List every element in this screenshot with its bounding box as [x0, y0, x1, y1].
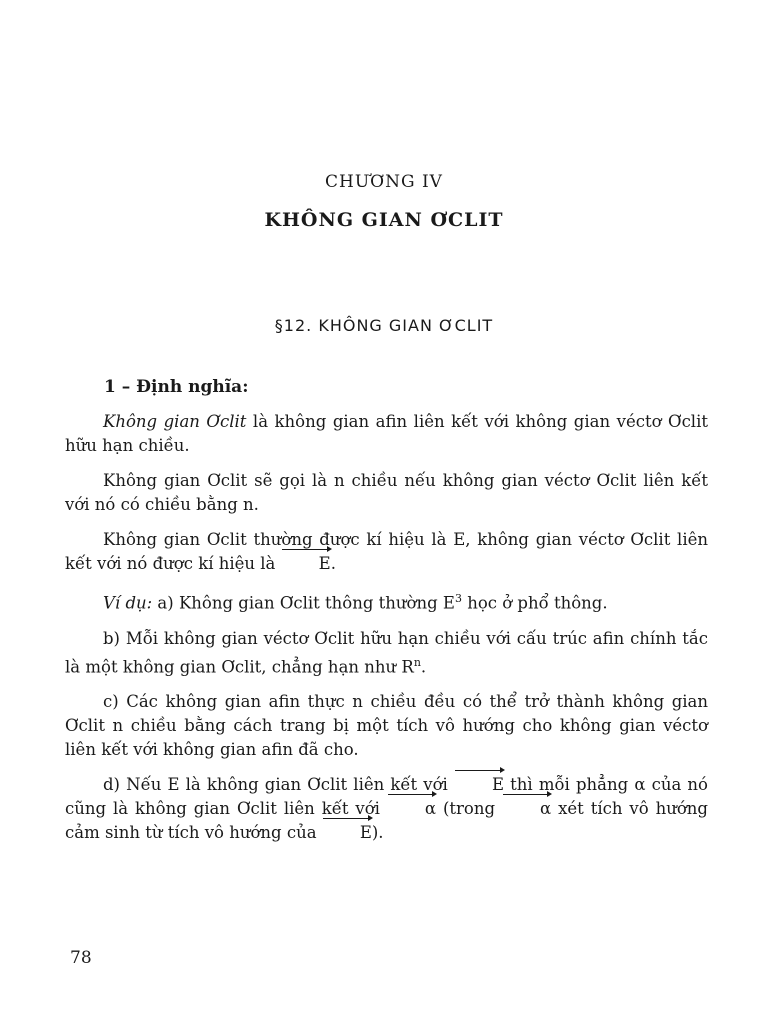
notation-text: Không gian Ơclit thường được kí hiệu là E, không gian véctơ Ơclit liên kết với nó được kí hiệu là	[65, 530, 708, 573]
example-d-text: d) Nếu E là không gian Ơclit liên kết với	[103, 775, 454, 794]
paragraph-notation	[65, 528, 708, 576]
example-b	[65, 627, 708, 680]
page-number: 78	[70, 948, 92, 968]
vector-e-symbol: E	[322, 821, 372, 845]
example-c: c) Các không gian afin thực n chiều đều có thể trở thành không gian Ơclit n chiều bằng cách trang bị một tích vô hướng cho không gian véctơ liên kết với không gian afin đã cho.	[65, 692, 708, 759]
definition-subheading: 1 – Định nghĩa:	[104, 377, 249, 397]
superscript: n	[413, 655, 421, 669]
body-text	[65, 410, 708, 856]
paragraph-dimension: Không gian Ơclit sẽ gọi là n chiều nếu không gian véctơ Ơclit liên kết với nó có chiều bằng n.	[65, 471, 708, 514]
vector-e-symbol: E	[281, 552, 331, 576]
chapter-title: KHÔNG GIAN ƠCLIT	[264, 209, 504, 231]
section-title: §12. KHÔNG GIAN ƠCLIT	[274, 316, 494, 335]
example-d-text: xét tích vô hướng cảm sinh từ tích vô hướng của	[65, 799, 708, 842]
example-b-end: .	[420, 657, 427, 676]
superscript: 3	[454, 592, 462, 605]
vector-alpha-symbol: α	[387, 797, 436, 821]
example-d-end: ).	[371, 823, 384, 842]
example-b-text: b) Mỗi không gian véctơ Ơclit hữu hạn chiều với cấu trúc afin chính tắc là một không gian Ơclit, chẳng hạn như R	[65, 628, 708, 676]
paragraph-definition	[65, 410, 708, 458]
example-a-end: học ở phổ thông.	[461, 593, 608, 613]
example-a	[65, 587, 708, 616]
example-a-text: a) Không gian Ơclit thông thường E	[152, 593, 455, 613]
example-d-text: thì mỗi phẳng α của nó cũng là không gian Ơclit liên kết với	[65, 775, 708, 818]
example-d-text: (trong	[436, 799, 502, 818]
defined-term: Không gian Ơclit	[103, 412, 247, 431]
example-d	[65, 773, 708, 845]
definition-text: là không gian afin liên kết với không gian véctơ Ơclit hữu hạn chiều.	[65, 412, 708, 455]
vector-e-symbol: E	[454, 773, 504, 797]
chapter-label: CHƯƠNG IV	[325, 172, 443, 192]
notation-end: .	[330, 554, 336, 573]
vector-alpha-symbol: α	[502, 797, 551, 821]
example-label: Ví dụ:	[103, 593, 153, 613]
